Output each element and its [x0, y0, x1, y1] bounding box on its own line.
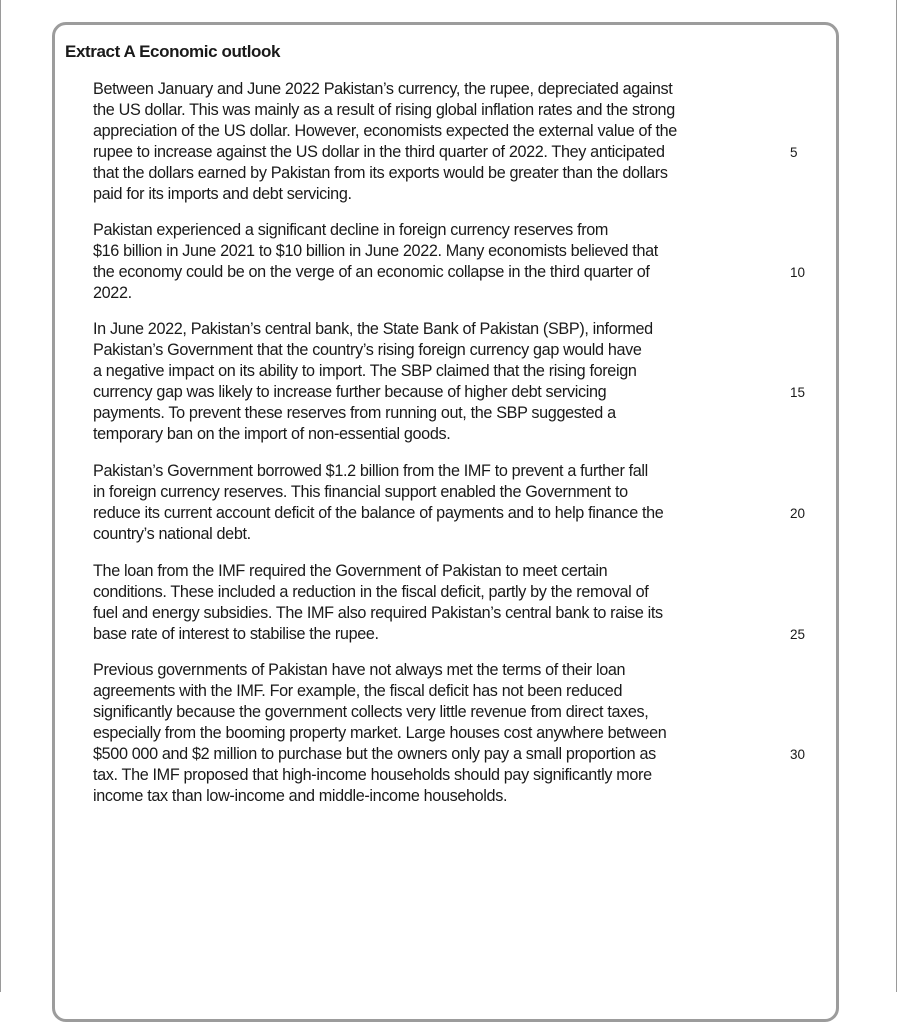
line-text: currency gap was likely to increase further because of higher debt servicing — [93, 383, 607, 401]
line-number: 10 — [790, 265, 806, 280]
line-text: the economy could be on the verge of an economic collapse in the third quarter of — [93, 263, 650, 281]
text-line — [93, 283, 658, 304]
text-line — [93, 660, 666, 681]
text-line — [93, 361, 653, 382]
page-edge-left — [0, 0, 1, 992]
text-line — [93, 723, 666, 744]
text-line — [93, 461, 663, 482]
line-text: $16 billion in June 2021 to $10 billion in June 2022. Many economists believed that — [93, 242, 658, 260]
line-text: income tax than low-income and middle-income households. — [93, 787, 508, 805]
page-edge-right — [896, 0, 897, 992]
text-line — [93, 79, 677, 100]
paragraph-5 — [93, 561, 806, 645]
text-line — [93, 382, 806, 403]
line-text: country’s national debt. — [93, 525, 251, 543]
paragraph-1 — [93, 79, 798, 205]
text-line — [93, 100, 677, 121]
text-line — [93, 163, 677, 184]
line-text: temporary ban on the import of non-essential goods. — [93, 425, 451, 443]
paragraph-4 — [93, 461, 806, 545]
text-line — [93, 765, 666, 786]
line-number: 20 — [790, 506, 806, 521]
line-text: a negative impact on its ability to import. The SBP claimed that the rising foreign — [93, 362, 637, 380]
text-line — [93, 681, 666, 702]
line-number: 5 — [790, 145, 798, 160]
line-text: In June 2022, Pakistan’s central bank, the State Bank of Pakistan (SBP), informed — [93, 320, 653, 338]
text-line — [93, 744, 806, 765]
text-line — [93, 702, 666, 723]
line-text: Pakistan’s Government that the country’s rising foreign currency gap would have — [93, 341, 642, 359]
text-line — [93, 582, 663, 603]
text-line — [93, 319, 653, 340]
line-number: 25 — [790, 627, 806, 642]
text-line — [93, 624, 806, 645]
text-line — [93, 262, 806, 283]
text-line — [93, 524, 663, 545]
line-text: The loan from the IMF required the Government of Pakistan to meet certain — [93, 562, 608, 580]
text-line — [93, 603, 663, 624]
text-line — [93, 503, 806, 524]
text-line — [93, 142, 798, 163]
line-text: 2022. — [93, 284, 132, 302]
line-text: that the dollars earned by Pakistan from its exports would be greater than the dollars — [93, 164, 668, 182]
text-line — [93, 482, 663, 503]
line-text: paid for its imports and debt servicing. — [93, 185, 352, 203]
line-text: payments. To prevent these reserves from running out, the SBP suggested a — [93, 404, 616, 422]
text-line — [93, 340, 653, 361]
line-text: appreciation of the US dollar. However, economists expected the external value of the — [93, 122, 677, 140]
line-text: base rate of interest to stabilise the rupee. — [93, 625, 379, 643]
text-line — [93, 121, 677, 142]
line-text: tax. The IMF proposed that high-income households should pay significantly more — [93, 766, 652, 784]
line-text: fuel and energy subsidies. The IMF also required Pakistan’s central bank to raise its — [93, 604, 663, 622]
paragraph-2 — [93, 220, 806, 304]
line-text: $500 000 and $2 million to purchase but the owners only pay a small proportion as — [93, 745, 656, 763]
paragraph-6 — [93, 660, 806, 807]
text-line — [93, 561, 663, 582]
line-text: significantly because the government collects very little revenue from direct taxes, — [93, 703, 649, 721]
line-number: 15 — [790, 385, 806, 400]
text-line — [93, 424, 653, 445]
line-text: in foreign currency reserves. This financial support enabled the Government to — [93, 483, 628, 501]
line-text: conditions. These included a reduction in the fiscal deficit, partly by the removal of — [93, 583, 649, 601]
text-line — [93, 184, 677, 205]
text-line — [93, 220, 658, 241]
text-line — [93, 403, 653, 424]
text-line — [93, 786, 666, 807]
line-text: rupee to increase against the US dollar in the third quarter of 2022. They anticipated — [93, 143, 665, 161]
paragraph-3 — [93, 319, 806, 445]
line-text: Previous governments of Pakistan have not always met the terms of their loan — [93, 661, 626, 679]
line-text: agreements with the IMF. For example, the fiscal deficit has not been reduced — [93, 682, 623, 700]
line-number: 30 — [790, 747, 806, 762]
line-text: reduce its current account deficit of the balance of payments and to help finance the — [93, 504, 664, 522]
line-text: Between January and June 2022 Pakistan’s currency, the rupee, depreciated against — [93, 80, 673, 98]
line-text: the US dollar. This was mainly as a result of rising global inflation rates and the strong — [93, 101, 675, 119]
line-text: Pakistan experienced a significant decline in foreign currency reserves from — [93, 221, 609, 239]
line-text: especially from the booming property market. Large houses cost anywhere between — [93, 724, 667, 742]
extract-title: Extract A Economic outlook — [65, 42, 281, 61]
text-line — [93, 241, 658, 262]
line-text: Pakistan’s Government borrowed $1.2 billion from the IMF to prevent a further fall — [93, 462, 648, 480]
